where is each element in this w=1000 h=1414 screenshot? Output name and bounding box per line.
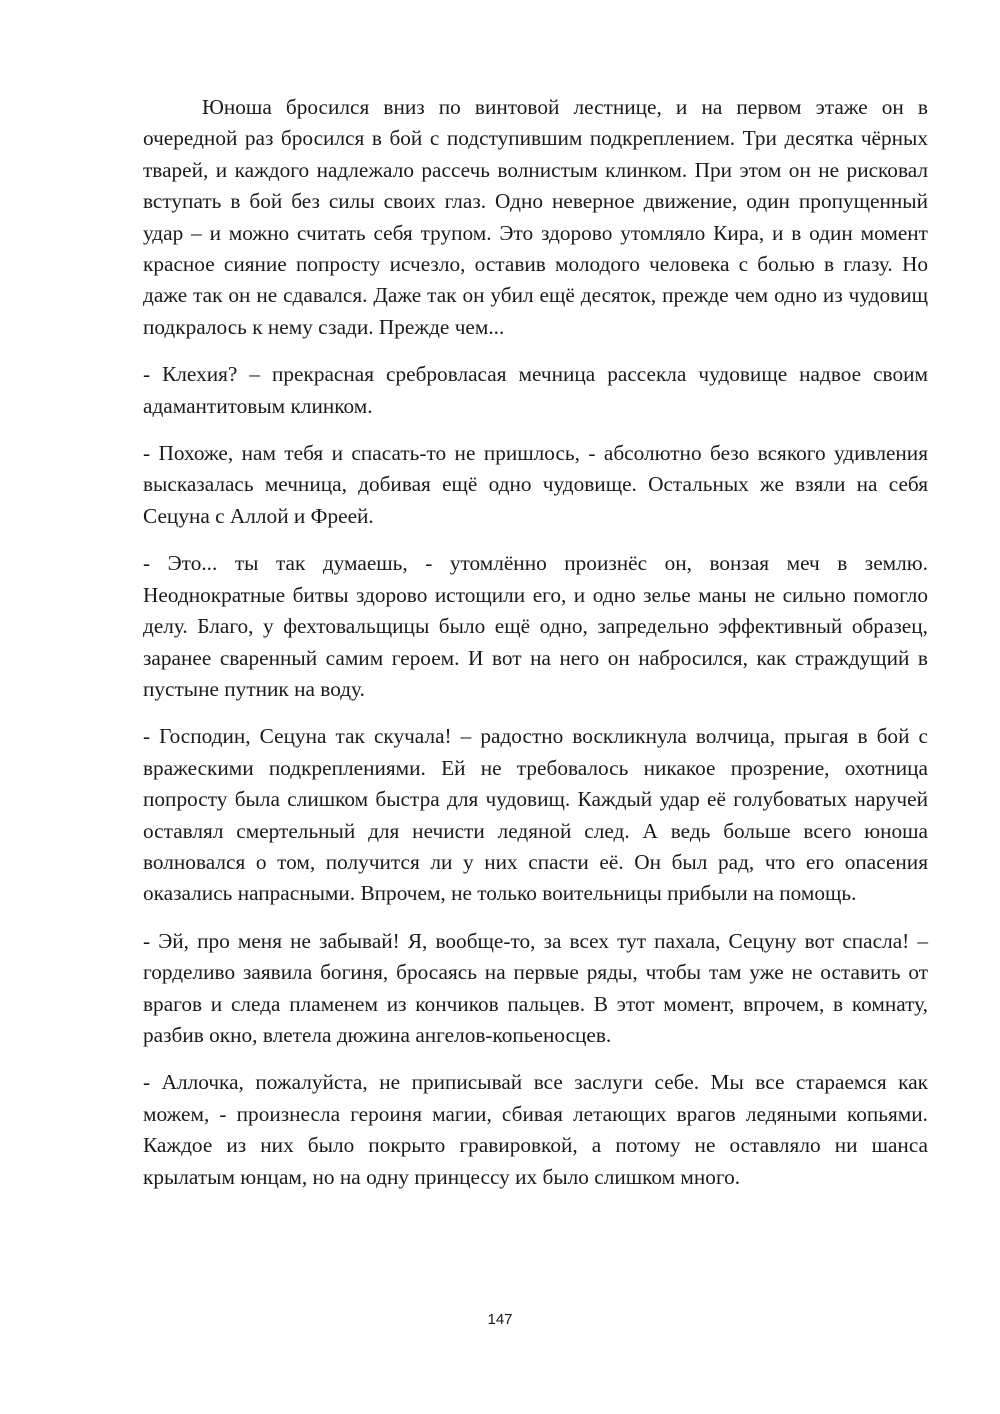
paragraph-dialogue-hero: - Это... ты так думаешь, - утомлённо произнёс он, вонзая меч в землю. Неоднократные битвы здорово истощили его, и одно зелье маны не сильно помогло делу. Благо, у фехтовальщицы было ещё одно, запредельно эффективный образец, заранее сваренный самим героем. И вот на него он набросился, как страждущий в пустыне путник на воду. [143, 551, 928, 701]
paragraph-dialogue-klekhia: - Клехия? – прекрасная сребровласая мечница рассекла чудовище надвое своим адамантитовым клинком. [143, 362, 928, 418]
paragraph-narration-opening: Юноша бросился вниз по винтовой лестнице, и на первом этаже он в очередной раз бросился в бой с подступившим подкреплением. Три десятка чёрных тварей, и каждого надлежало рассечь волнистым клинком. При этом он не рисковал вступать в бой без силы своих глаз. Одно неверное движение, один пропущенный удар – и можно считать себя трупом. Это здорово утомляло Кира, и в один момент красное сияние попросту исчезло, оставив молодого человека с болью в глазу. Но даже так он не сдавался. Даже так он убил ещё десяток, прежде чем одно из чудовищ подкралось к нему сзади. Прежде чем... [143, 95, 928, 339]
paragraph-dialogue-goddess: - Эй, про меня не забывай! Я, вообще-то, за всех тут пахала, Сецуну вот спасла! – горделиво заявила богиня, бросаясь на первые ряды, чтобы там уже не оставить от врагов и следа пламенем из кончиков пальцев. В этот момент, впрочем, в комнату, разбив окно, влетела дюжина ангелов-копьеносцев. [143, 928, 928, 1047]
paragraph-dialogue-swordswoman: - Похоже, нам тебя и спасать-то не пришлось, - абсолютно безо всякого удивления высказалась мечница, добивая ещё одно чудовище. Остальных же взяли на себя Сецуна с Аллой и Фреей. [143, 441, 928, 528]
page-body [143, 92, 928, 1209]
page-number: 147 [487, 1311, 513, 1328]
paragraph-dialogue-mage: - Аллочка, пожалуйста, не приписывай все заслуги себе. Мы все стараемся как можем, - произнесла героиня магии, сбивая летающих врагов ледяными копьями. Каждое из них было покрыто гравировкой, а потому не оставляло ни шанса крылатым юнцам, но на одну принцессу их было слишком много. [143, 1070, 928, 1189]
paragraph-dialogue-setsuna: - Господин, Сецуна так скучала! – радостно воскликнула волчица, прыгая в бой с вражескими подкреплениями. Ей не требовалось никакое прозрение, охотница попросту была слишком быстра для чудовищ. Каждый удар её голубоватых наручей оставлял смертельный для нечисти ледяной след. А ведь больше всего юноша волновался о том, получится ли у них спасти её. Он был рад, что его опасения оказались напрасными. Впрочем, не только воительницы прибыли на помощь. [143, 724, 928, 906]
